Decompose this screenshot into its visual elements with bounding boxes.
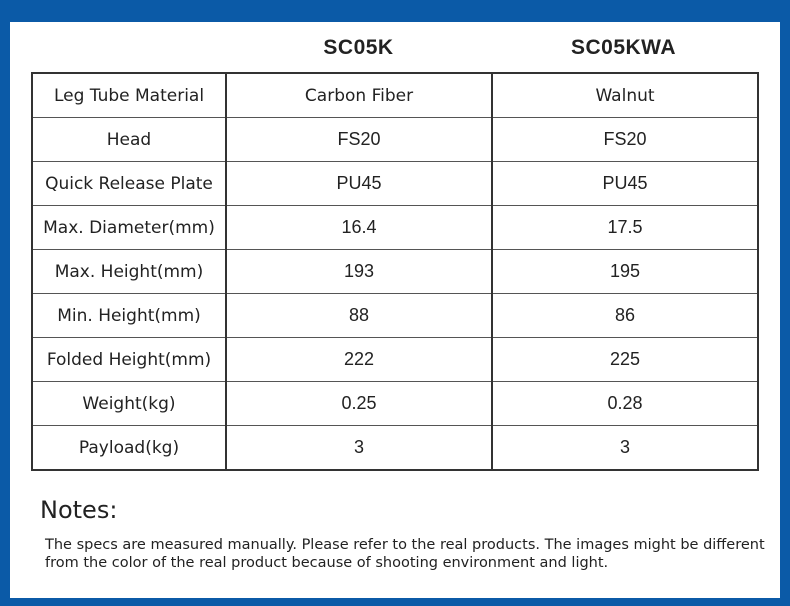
table-row — [32, 338, 758, 382]
model-name-2: SC05KWA — [570, 36, 677, 59]
spec-panel — [10, 22, 780, 598]
spec-value-1: FS20 — [226, 118, 492, 162]
table-row — [32, 162, 758, 206]
spec-value-1: 88 — [226, 294, 492, 338]
model-name-1: SC05K — [323, 36, 394, 59]
spec-value-1: 16.4 — [226, 206, 492, 250]
spec-label: Max. Height(mm) — [32, 250, 226, 294]
table-row — [32, 250, 758, 294]
spec-value-2: 3 — [492, 426, 758, 471]
table-row — [32, 426, 758, 471]
spec-label: Leg Tube Material — [32, 73, 226, 118]
spec-value-2: PU45 — [492, 162, 758, 206]
spec-value-2: 86 — [492, 294, 758, 338]
spec-label: Quick Release Plate — [32, 162, 226, 206]
spec-value-1: Carbon Fiber — [226, 73, 492, 118]
spec-value-2: 225 — [492, 338, 758, 382]
spec-label: Folded Height(mm) — [32, 338, 226, 382]
spec-value-2: Walnut — [492, 73, 758, 118]
spec-label: Max. Diameter(mm) — [32, 206, 226, 250]
notes-title: Notes: — [40, 496, 118, 524]
table-row — [32, 73, 758, 118]
notes-text: The specs are measured manually. Please refer to the real products. The images might be different from the color of the real product because of shooting environment and light. — [45, 537, 765, 571]
spec-label: Weight(kg) — [32, 382, 226, 426]
spec-value-1: 193 — [226, 250, 492, 294]
spec-value-1: 0.25 — [226, 382, 492, 426]
spec-value-2: 0.28 — [492, 382, 758, 426]
spec-value-2: 17.5 — [492, 206, 758, 250]
table-row — [32, 294, 758, 338]
spec-value-2: 195 — [492, 250, 758, 294]
table-row — [32, 118, 758, 162]
spec-label: Head — [32, 118, 226, 162]
spec-label: Payload(kg) — [32, 426, 226, 471]
spec-value-1: 222 — [226, 338, 492, 382]
spec-value-1: 3 — [226, 426, 492, 471]
spec-table — [31, 72, 759, 471]
spec-value-1: PU45 — [226, 162, 492, 206]
spec-label: Min. Height(mm) — [32, 294, 226, 338]
table-row — [32, 206, 758, 250]
spec-value-2: FS20 — [492, 118, 758, 162]
table-row — [32, 382, 758, 426]
